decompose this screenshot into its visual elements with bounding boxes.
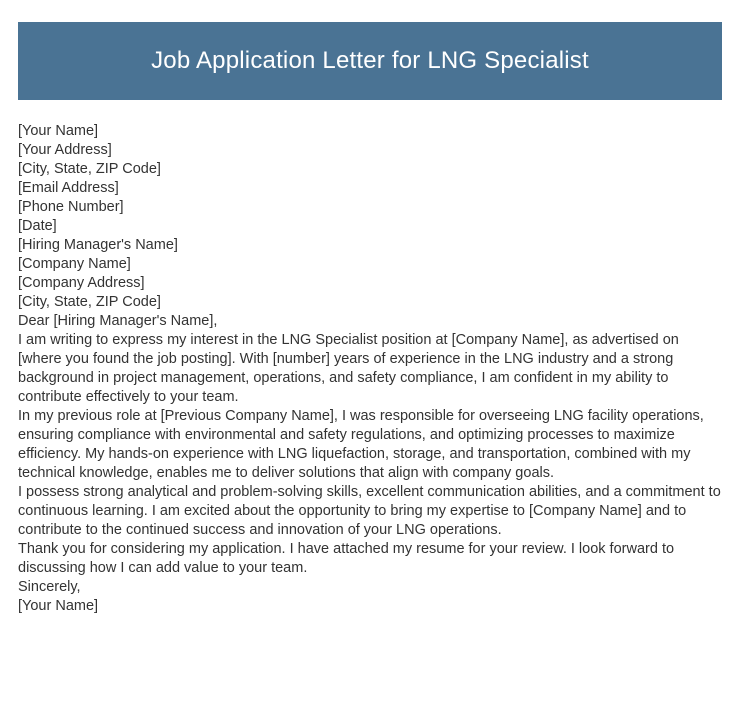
sender-line: [City, State, ZIP Code] (18, 161, 161, 177)
recipient-line: [Hiring Manager's Name] (18, 237, 178, 253)
body-paragraph: I am writing to express my interest in the LNG Specialist position at [Company Name], as advertised on [where you found the job posting]. With [number] years of experience in the LNG industry and a strong background in project management, operations, and safety compliance, I am confident in my ability to contribute effectively to your team. (18, 332, 679, 405)
recipient-block (18, 236, 722, 312)
body-paragraph: I possess strong analytical and problem-solving skills, excellent communication abilities, and a commitment to continuous learning. I am excited about the opportunity to bring my expertise to [Company Name] and to contribute to the continued success and innovation of your LNG operations. (18, 484, 721, 538)
sender-line: [Your Name] (18, 123, 99, 139)
sender-line: [Phone Number] (18, 199, 124, 215)
document-header-band (18, 22, 722, 100)
salutation: Dear [Hiring Manager's Name], (18, 313, 218, 329)
signature: [Your Name] (18, 598, 99, 614)
body-paragraph: In my previous role at [Previous Company Name], I was responsible for overseeing LNG facility operations, ensuring compliance with environmental and safety regulations, and optimizing processes to maximize efficiency. My hands-on experience with LNG liquefaction, storage, and transportation, combined with my technical knowledge, enables me to deliver solutions that align with company goals. (18, 408, 704, 481)
closing: Sincerely, (18, 579, 81, 595)
sender-block (18, 122, 722, 236)
document-page (0, 22, 740, 708)
date-line: [Date] (18, 218, 57, 234)
recipient-line: [Company Address] (18, 275, 145, 291)
recipient-line: [Company Name] (18, 256, 131, 272)
sender-line: [Email Address] (18, 180, 119, 196)
letter-body (18, 122, 722, 616)
page-title: Job Application Letter for LNG Specialist (151, 46, 589, 74)
recipient-line: [City, State, ZIP Code] (18, 294, 161, 310)
sender-line: [Your Address] (18, 142, 112, 158)
body-paragraph: Thank you for considering my application. I have attached my resume for your review. I look forward to discussing how I can add value to your team. (18, 541, 675, 576)
